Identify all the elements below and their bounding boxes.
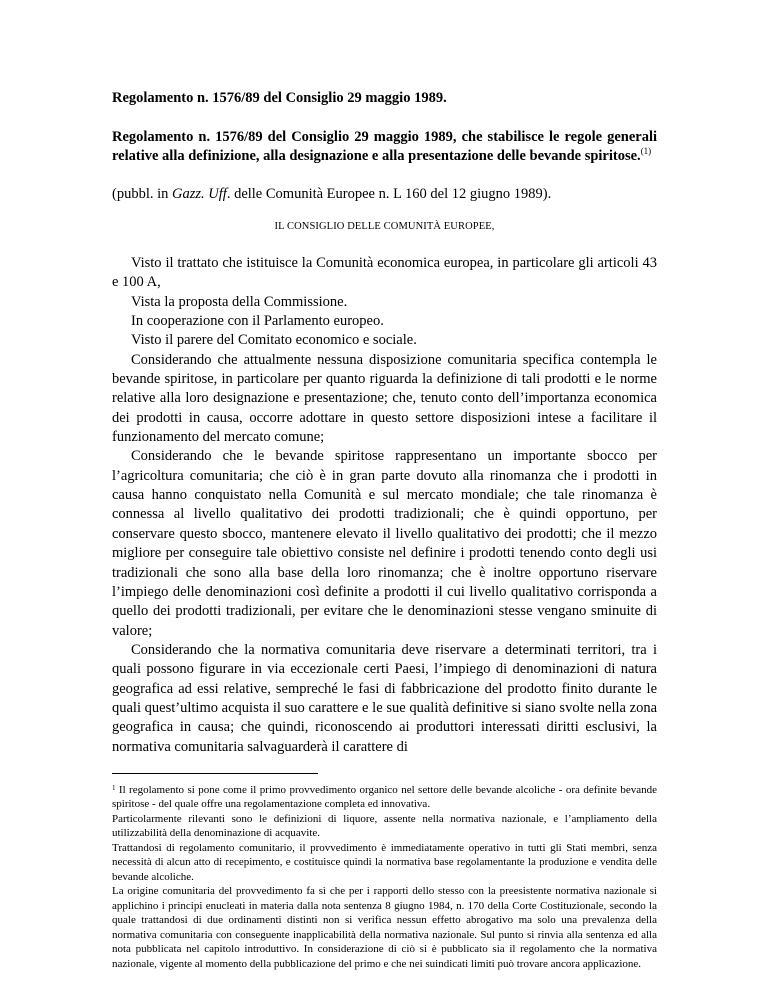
footnote-paragraph — [112, 783, 657, 812]
footnote-paragraph: Trattandosi di regolamento comunitario, il provvedimento è immediatamente operativo in tutti gli Stati membri, senza necessità di alcun atto di recepimento, e costituisce quindi la normativa base regolamentante la produzione e vendita delle bevande alcoliche. — [112, 841, 657, 883]
footnote — [112, 783, 657, 972]
paragraph: Considerando che attualmente nessuna disposizione comunitaria specifica contempla le bevande spiritose, in particolare per quanto riguarda la definizione di tali prodotti e le norme relative alla loro designazione e presentazione; che, tenuto conto dell’importanza economica dei prodotti in causa, occorre adottare in questo settore disposizioni intese a facilitare il funzionamento del mercato comune; — [112, 351, 657, 446]
footnote-reference[interactable]: (1) — [640, 146, 652, 156]
paragraph: Visto il trattato che istituisce la Comunità economica europea, in particolare gli articoli 43 e 100 A, — [112, 255, 657, 291]
paragraph: Visto il parere del Comitato economico e sociale. — [131, 332, 417, 349]
publication-reference — [112, 185, 657, 204]
paragraph: In cooperazione con il Parlamento europeo. — [131, 313, 384, 330]
paragraph: Considerando che la normativa comunitaria deve riservare a determinati territori, tra i quali possono figurare in via eccezionale certi Paesi, l’impiego di denominazioni di natura geografica ad essi relative, sempreché le fasi di fabbricazione del prodotto finito durante le quali quest’ultimo acquista il suo carattere e le sue qualità definitive si siano svolte nella zona geografica in causa; che quindi, riconoscendo ai produttori interessati diritti esclusivi, la normativa comunitaria salvaguarderà il carattere di — [112, 641, 657, 755]
footnote-text: Il regolamento si pone come il primo provvedimento organico nel settore delle bevande alcoliche - ora definite bevande spiritose - del quale offre una regolamentazione completa ed innovativa. — [112, 783, 657, 811]
footnote-paragraph: La origine comunitaria del provvedimento fa sì che per i rapporti dello stesso con la preesistente normativa nazionale si applichino i principi enucleati in materia dalla nota sentenza 8 giugno 1984, n. 170 della Corte Costituzionale, secondo la quale trattandosi di due ordinamenti distinti non si verifica nessun effetto abrogativo ma solo una prevalenza della normativa comunitaria con conseguente inapplicabilità della normativa nazionale. Sul punto si rinvia alla sentenza ed alla nota pubblicata nel capitolo introduttivo. In considerazione di ciò si è pubblicato sia il regolamento che la normativa nazionale, vigente al momento della pubblicazione del primo e che nei suindicati limiti può trovare ancora applicazione. — [112, 885, 657, 970]
footnote-marker: 1 — [112, 783, 116, 792]
journal-name: Gazz. Uff — [172, 186, 227, 202]
document-body — [112, 254, 657, 757]
footnote-paragraph: Particolarmente rilevanti sono le definizioni di liquore, assente nella normativa nazionale, e l’ampliamento della utilizzabilità della denominazione di acquavite. — [112, 812, 657, 840]
subtitle-text: Regolamento n. 1576/89 del Consiglio 29 maggio 1989, che stabilisce le regole generali relative alla definizione, alla designazione e alla presentazione delle bevande spiritose. — [112, 129, 657, 164]
document-page — [112, 80, 657, 971]
council-heading: IL CONSIGLIO DELLE COMUNITÀ EUROPEE, — [274, 221, 495, 232]
footnote-divider — [112, 773, 318, 774]
document-title: Regolamento n. 1576/89 del Consiglio 29 maggio 1989. — [112, 90, 447, 106]
publication-suffix: . delle Comunità Europee n. L 160 del 12 giugno 1989). — [226, 186, 552, 202]
document-subtitle — [112, 128, 657, 166]
paragraph: Considerando che le bevande spiritose rappresentano un importante sbocco per l’agricoltura comunitaria; che ciò è in gran parte dovuto alla rinomanza che i prodotti in causa hanno conquistato nella Comunità e sul mercato mondiale; che tale rinomanza è connessa al livello qualitativo dei prodotti tradizionali; che è quindi opportuno, per conservare questo sbocco, mantenere elevato il livello qualitativo dei prodotti; che il mezzo migliore per conseguire tale obiettivo consiste nel definire i prodotti tenendo conto degli usi tradizionali che sono alla base della loro rinomanza; che è inoltre opportuno riservare l’impiego delle denominazioni così definite a prodotti il cui livello qualitativo corrisponda a quello dei prodotti tradizionali, per evitare che le denominazioni stesse vengano sminuite di valore; — [112, 448, 657, 639]
paragraph: Vista la proposta della Commissione. — [131, 293, 348, 310]
publication-prefix: (pubbl. in — [112, 186, 173, 202]
